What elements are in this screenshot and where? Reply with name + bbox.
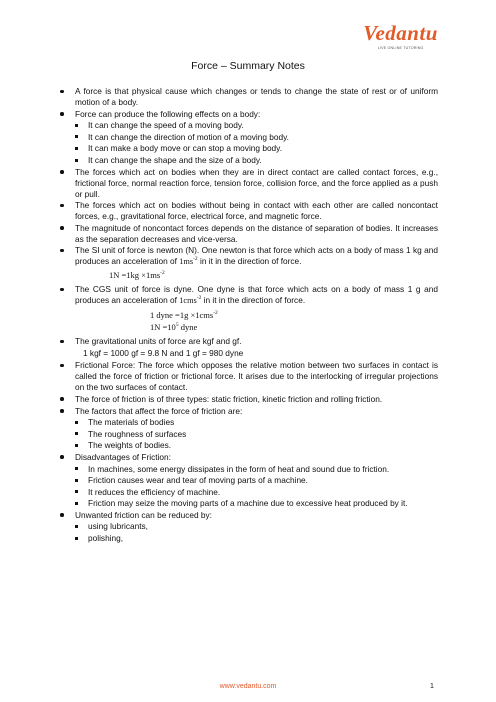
square-bullet-icon — [75, 502, 78, 505]
bullet-icon — [60, 397, 64, 401]
sub-list-item: In machines, some energy dissipates in the form of heat and sound due to friction. — [58, 464, 438, 475]
bullet-icon — [60, 112, 64, 116]
square-bullet-icon — [75, 432, 78, 435]
list-item: The gravitational units of force are kgf and gf. 1 kgf = 1000 gf = 9.8 N and 1 gf = 980 dyne — [58, 336, 438, 359]
list-item: The factors that affect the force of friction are: — [58, 406, 438, 417]
sub-list-item: Friction may seize the moving parts of a machine due to excessive heat produced by it. — [58, 498, 438, 509]
bullet-icon — [60, 340, 64, 344]
list-item: Force can produce the following effects on a body: — [58, 109, 438, 120]
logo-wordmark: Vedantu — [363, 21, 438, 45]
list-item: The SI unit of force is newton (N). One newton is that force which acts on a body of mass 1 kg and produces an acceleration of $1ms^{-2}$ in it in the direction of force. $1N =1kg \times 1ms^{-2}$ — [58, 245, 438, 281]
bullet-icon — [60, 170, 64, 174]
square-bullet-icon — [75, 147, 78, 150]
notes-list — [58, 86, 438, 544]
sub-list-item: It reduces the efficiency of machine. — [58, 487, 438, 498]
square-bullet-icon — [75, 159, 78, 162]
gravitational-units-equation: 1 kgf = 1000 gf = 9.8 N and 1 gf = 980 dyne — [83, 348, 244, 359]
newton-dyne-equation: $1N =10^5$ dyne — [150, 322, 198, 333]
list-item: The CGS unit of force is dyne. One dyne is that force which acts on a body of mass 1 g and produces an acceleration of 1cms$^{-2}$ in it in the direction of force. 1 dyne =1g ×1cms$^{-2}$ $1N =10^5$ dyne — [58, 284, 438, 333]
list-item: The forces which act on bodies when they are in direct contact are called contact forces, e.g., frictional force, normal reaction force, tension force, collision force, and the force applied as a push or pull. — [58, 167, 438, 200]
footer-url: www.vedantu.com — [219, 683, 277, 690]
sub-list-item: The materials of bodies — [58, 417, 438, 428]
square-bullet-icon — [75, 525, 78, 528]
square-bullet-icon — [75, 467, 78, 470]
dyne-equation: 1 dyne =1g ×1cms$^{-2}$ — [150, 310, 218, 321]
square-bullet-icon — [75, 490, 78, 493]
notes-body — [58, 86, 438, 545]
list-item: Unwanted friction can be reduced by: — [58, 510, 438, 521]
list-item: The magnitude of noncontact forces depends on the distance of separation of bodies. It increases as the separation decreases and vice-versa. — [58, 223, 438, 245]
sub-list-item: polishing, — [58, 533, 438, 544]
square-bullet-icon — [75, 124, 78, 127]
bullet-icon — [60, 249, 64, 253]
bullet-icon — [60, 513, 64, 517]
list-item: Disadvantages of Friction: — [58, 452, 438, 463]
bullet-icon — [60, 409, 64, 413]
bullet-icon — [60, 90, 64, 94]
list-item: The forces which act on bodies without being in contact with each other are called noncontact forces, e.g., gravitational force, electrical force, and magnetic force. — [58, 200, 438, 222]
bullet-icon — [60, 204, 64, 208]
bullet-icon — [60, 455, 64, 459]
si-unit-equation: $1N =1kg \times 1ms^{-2}$ — [109, 270, 165, 281]
vedantu-logo — [363, 22, 438, 50]
list-item: A force is that physical cause which changes or tends to change the state of rest or of uniform motion of a body. — [58, 86, 438, 108]
sub-list-item: It can make a body move or can stop a moving body. — [58, 143, 438, 154]
bullet-icon — [60, 288, 64, 292]
sub-list-item: Friction causes wear and tear of moving parts of a machine. — [58, 475, 438, 486]
logo-tagline: LIVE ONLINE TUTORING — [377, 46, 424, 50]
sub-list-item: The roughness of surfaces — [58, 429, 438, 440]
square-bullet-icon — [75, 537, 78, 540]
page-title: Force – Summary Notes — [191, 60, 305, 72]
page-number: 1 — [430, 683, 434, 690]
list-item: The force of friction is of three types: static friction, kinetic friction and rolling friction. — [58, 394, 438, 405]
sub-list-item: using lubricants, — [58, 521, 438, 532]
bullet-icon — [60, 364, 64, 368]
sub-list-item: The weights of bodies. — [58, 440, 438, 451]
sub-list-item: It can change the shape and the size of a body. — [58, 155, 438, 166]
acceleration-unit: 1cms$^{-2}$ — [179, 295, 202, 306]
square-bullet-icon — [75, 444, 78, 447]
square-bullet-icon — [75, 135, 78, 138]
acceleration-unit: $1ms^{-2}$ — [179, 256, 198, 267]
square-bullet-icon — [75, 421, 78, 424]
sub-list-item: It can change the direction of motion of a moving body. — [58, 132, 438, 143]
sub-list-item: It can change the speed of a moving body. — [58, 120, 438, 131]
list-item: Frictional Force: The force which opposes the relative motion between two surfaces in contact is called the force of friction or frictional force. It arises due to the interlocking of irregular projections on the two surfaces of contact. — [58, 360, 438, 393]
square-bullet-icon — [75, 479, 78, 482]
bullet-icon — [60, 226, 64, 230]
